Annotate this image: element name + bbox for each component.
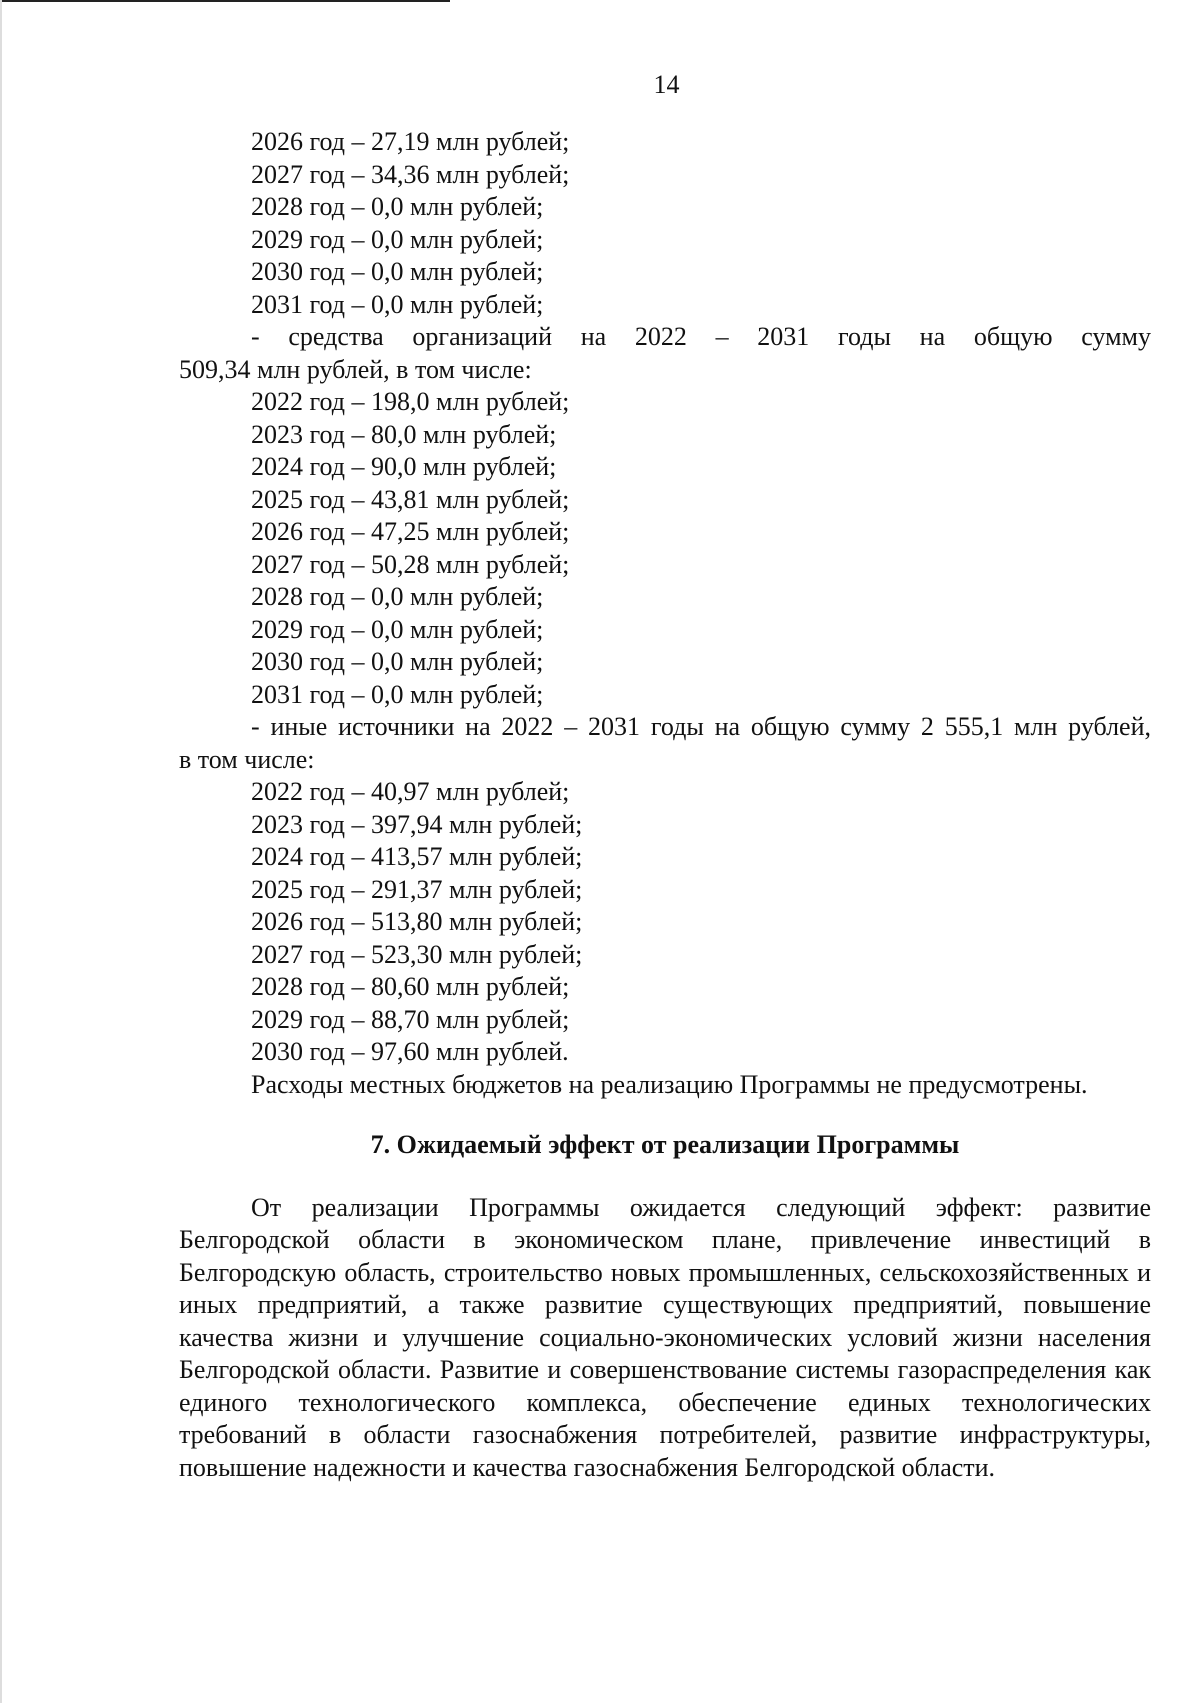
year-line: 2030 год – 0,0 млн рублей; xyxy=(251,257,544,286)
org-funds-intro-continued: 509,34 млн рублей, в том числе: xyxy=(179,354,532,384)
year-line: 2029 год – 0,0 млн рублей; xyxy=(251,614,544,644)
local-budgets-note: Расходы местных бюджетов на реализацию Программы не предусмотрены. xyxy=(251,1069,1088,1099)
year-line: 2028 год – 0,0 млн рублей; xyxy=(251,192,544,221)
year-line: 2022 год – 40,97 млн рублей; xyxy=(251,777,570,806)
other-sources-intro: - иные источники на 2022 – 2031 годы на общую сумму 2 555,1 млн рублей, xyxy=(251,712,1151,741)
other-sources-intro-continued: в том числе: xyxy=(179,744,315,774)
org-funds-intro: - средства организаций на 2022 – 2031 годы на общую сумму xyxy=(251,322,1151,351)
year-line: 2030 год – 0,0 млн рублей; xyxy=(251,647,544,676)
year-line: 2030 год – 97,60 млн рублей. xyxy=(251,1037,569,1066)
top-rule xyxy=(0,0,450,2)
year-line: 2028 год – 80,60 млн рублей; xyxy=(251,972,570,1001)
year-line: 2024 год – 90,0 млн рублей; xyxy=(251,452,557,481)
year-line: 2031 год – 0,0 млн рублей; xyxy=(251,679,544,709)
year-line: 2023 год – 397,94 млн рублей; xyxy=(251,809,583,839)
year-line: 2024 год – 413,57 млн рублей; xyxy=(251,842,583,871)
effect-paragraph: От реализации Программы ожидается следующий эффект: развитие Белгородской области в экономическом плане, привлечение инвестиций в Белгородскую область, строительство новых промышленных, сельскохозяйственных и иных предприятий, а также развитие существующих предприятий, повышение качества жизни и улучшение социально-экономических условий жизни населения Белгородской области. Развитие и совершенствование системы газораспределения как единого технологического комплекса, обеспечение единых технологических требований в области газоснабжения потребителей, развитие инфраструктуры, повышение надежности и качества газоснабжения Белгородской области. xyxy=(179,1192,1151,1482)
page-number: 14 xyxy=(653,70,680,99)
year-line: 2027 год – 34,36 млн рублей; xyxy=(251,159,570,189)
year-line: 2027 год – 50,28 млн рублей; xyxy=(251,549,570,579)
year-line: 2031 год – 0,0 млн рублей; xyxy=(251,289,544,319)
year-line: 2026 год – 27,19 млн рублей; xyxy=(251,127,570,156)
year-line: 2026 год – 47,25 млн рублей; xyxy=(251,517,570,546)
year-line: 2025 год – 291,37 млн рублей; xyxy=(251,874,583,904)
year-line: 2027 год – 523,30 млн рублей; xyxy=(251,939,583,969)
year-line: 2025 год – 43,81 млн рублей; xyxy=(251,484,570,514)
year-line: 2022 год – 198,0 млн рублей; xyxy=(251,387,570,416)
year-line: 2028 год – 0,0 млн рублей; xyxy=(251,582,544,611)
year-line: 2029 год – 0,0 млн рублей; xyxy=(251,224,544,254)
section-heading: 7. Ожидаемый эффект от реализации Программы xyxy=(370,1130,960,1159)
document-body xyxy=(179,126,1151,1484)
year-line: 2023 год – 80,0 млн рублей; xyxy=(251,419,557,449)
scan-left-edge xyxy=(0,0,2,1703)
year-line: 2029 год – 88,70 млн рублей; xyxy=(251,1004,570,1034)
year-line: 2026 год – 513,80 млн рублей; xyxy=(251,907,583,936)
